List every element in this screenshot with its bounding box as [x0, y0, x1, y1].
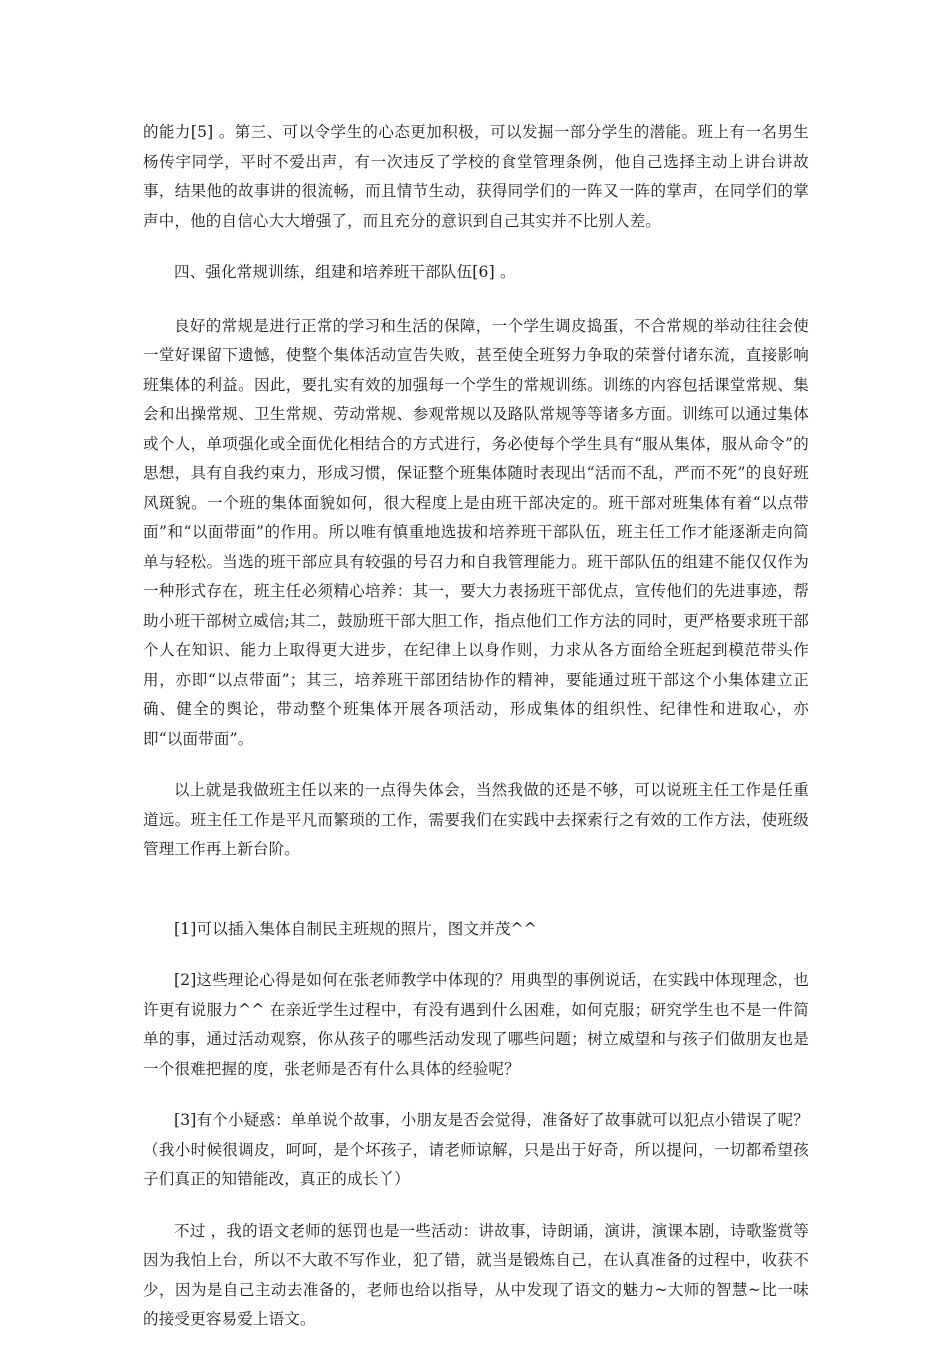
comment-note-1: [1]可以插入集体自制民主班规的照片，图文并茂^^: [174, 919, 537, 938]
paragraph-continuation: 的能力[5] 。第三、可以令学生的心态更加积极，可以发掘一部分学生的潜能。班上有一名男生杨传宇同学，平时不爱出声，有一次违反了学校的食堂管理条例，他自己选择主动上讲台讲故事，结果他的故事讲的很流畅，而且情节生动，获得同学们的一阵又一阵的掌声，在同学们的掌声中，他的自信心大大增强了，而且充分的意识到自己其实并不比别人差。: [143, 123, 809, 230]
comment-note-3: [3]有个小疑惑：单单说个故事，小朋友是否会觉得，准备好了故事就可以犯点小错误了呢？（我小时候很调皮，呵呵，是个坏孩子，请老师谅解，只是出于好奇，所以提问，一切都希望孩子们真正的知错能改，真正的成长丫）: [143, 1111, 809, 1188]
section-heading-4: 四、强化常规训练，组建和培养班干部队伍[6] 。: [174, 263, 516, 281]
paragraph-conclusion: 以上就是我做班主任以来的一点得失体会，当然我做的还是不够，可以说班主任工作是任重道远。班主任工作是平凡而繁琐的工作，需要我们在实践中去探索行之有效的工作方法，使班级管理工作再上新台阶。: [143, 781, 809, 858]
paragraph-routine-training: 良好的常规是进行正常的学习和生活的保障，一个学生调皮捣蛋，不合常规的举动往往会使一堂好课留下遗憾，使整个集体活动宣告失败，甚至使全班努力争取的荣誉付诸东流，直接影响班集体的利益。因此，要扎实有效的加强每一个学生的常规训练。训练的内容包括课堂常规、集会和出操常规、卫生常规、劳动常规、参观常规以及路队常规等等诸多方面。训练可以通过集体或个人，单项强化或全面优化相结合的方式进行，务必使每个学生具有“服从集体，服从命令”的思想，具有自我约束力，形成习惯，保证整个班集体随时表现出“活而不乱，严而不死”的良好班风斑貌。一个班的集体面貌如何，很大程度上是由班干部决定的。班干部对班集体有着“以点带面”和“以面带面”的作用。所以唯有慎重地选拔和培养班干部队伍，班主任工作才能逐渐走向简单与轻松。当选的班干部应具有较强的号召力和自我管理能力。班干部队伍的组建不能仅仅作为一种形式存在，班主任必须精心培养：其一，要大力表扬班干部优点，宣传他们的先进事迹，帮助小班干部树立威信;其二，鼓励班干部大胆工作，指点他们工作方法的同时，更严格要求班干部个人在知识、能力上取得更大进步，在纪律上以身作则，力求从各方面给全班起到模范带头作用，亦即“以点带面”；其三，培养班干部团结协作的精神，要能通过班干部这个小集体建立正确、健全的舆论，带动整个班集体开展各项活动，形成集体的组织性、纪律性和进取心，亦即“以面带面”。: [143, 316, 809, 748]
comment-note-2: [2]这些理论心得是如何在张老师教学中体现的？用典型的事例说话，在实践中体现理念，也许更有说服力^^ 在亲近学生过程中，有没有遇到什么困难，如何克服；研究学生也不是一件简单的事，通过活动观察，你从孩子的哪些活动发现了哪些问题；树立威望和与孩子们做朋友也是一个很难把握的度，张老师是否有什么具体的经验呢？: [143, 971, 809, 1078]
document-page: [143, 118, 809, 1357]
comment-note-4: 不过 ，我的语文老师的惩罚也是一些活动：讲故事，诗朗诵，演讲，演课本剧，诗歌鉴赏等因为我怕上台，所以不大敢不写作业，犯了错，就当是锻炼自己，在认真准备的过程中，收获不少，因为是自己主动去准备的，老师也给以指导，从中发现了语文的魅力~大师的智慧~比一味的接受更容易爱上语文。: [143, 1221, 809, 1328]
